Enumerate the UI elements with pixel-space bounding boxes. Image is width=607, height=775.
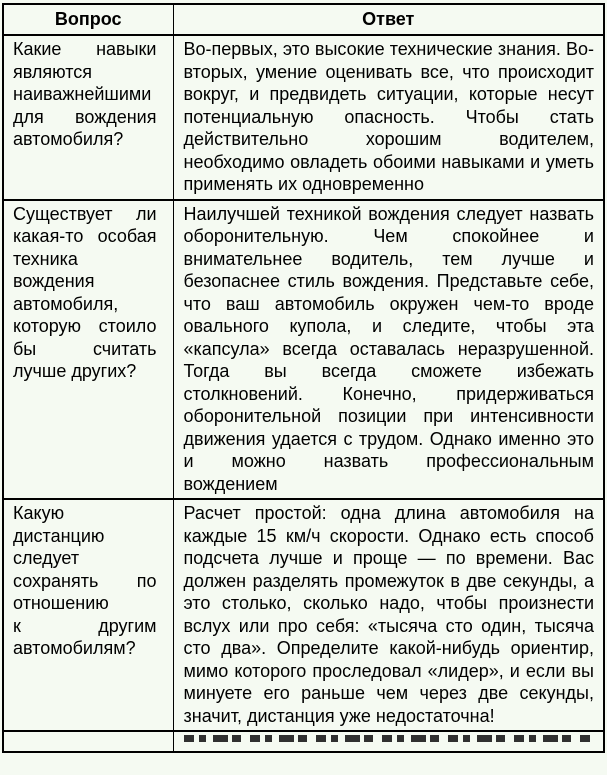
answer-cell: Расчет простой: одна длина автомобиля на каждые 15 км/ч скорости. Однако есть способ подсчета лучше и проще — по времени. Вас должен разделять промежуток в две секунды, а это столько, сколько надо, чтобы произнести вслух или про себя: «тысяча сто один, тысяча сто два». Определите какой-нибудь ориентир, мимо которого проследовал «лидер», и если вы минуете его раньше чем через две секунды, значит, дистанция уже недостаточна! [173,499,604,731]
qa-table [2,3,605,753]
table-row [3,499,604,731]
answer-cell: Во-первых, это высокие технические знания. Во-вторых, умение оценивать все, что происходит вокруг, и предвидеть ситуации, которые несут потенциальную опасность. Чтобы стать действительно хорошим водителем, необходимо овладеть обоими навыками и уметь применять их одновременно [173,35,604,200]
clipped-answer-cell [173,731,604,752]
question-cell: Какие навыки являются наиважнейшими для вождения автомобиля? [3,35,173,200]
table-row [3,200,604,500]
clipped-next-row [3,731,604,752]
clipped-question-cell [3,731,173,752]
clipped-text-sliver [184,735,595,742]
question-column-header: Вопрос [3,4,173,35]
answer-cell: Наилучшей техникой вождения следует назвать оборонительную. Чем спокойнее и внимательнее водитель, тем лучше и безопаснее стиль вождения. Представьте себе, что ваш автомобиль окружен чем-то вроде овального купола, и следите, чтобы эта «капсула» всегда оставалась неразрушенной. Тогда вы всегда сможете избежать столкновений. Конечно, придерживаться оборонительной позиции при интенсивности движения удается с трудом. Однако именно это и можно назвать профессиональным вождением [173,200,604,500]
question-cell: Существует ли какая-то особая техника вождения автомобиля, которую стоило бы считать лучше других? [3,200,173,500]
question-cell: Какую дистанцию следует сохранять по отношению к другим автомобилям? [3,499,173,731]
header-row [3,4,604,35]
table-row [3,35,604,200]
answer-column-header: Ответ [173,4,604,35]
